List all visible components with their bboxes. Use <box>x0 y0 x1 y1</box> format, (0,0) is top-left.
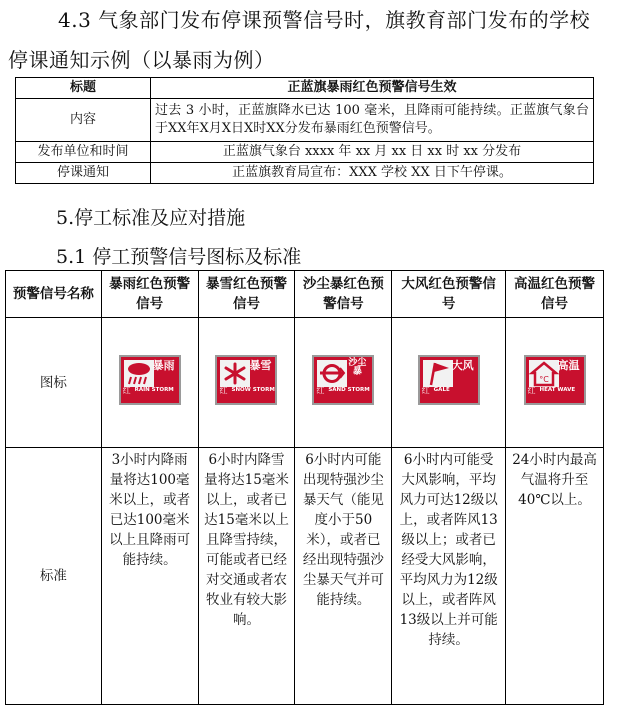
cell-gale-sign <box>392 318 506 448</box>
cell-rainstorm-sign <box>101 318 198 448</box>
rainstorm-sign-color: 红 <box>122 385 131 395</box>
cell-sandstorm-sign <box>295 318 392 448</box>
sandstorm-sign <box>312 355 374 405</box>
snowstorm-sign-en: SNOW STORM <box>231 386 275 393</box>
rainstorm-sign-text: 暴雨 <box>152 358 175 372</box>
icon-row-label: 图标 <box>6 318 102 448</box>
heat-wave-sign-en: HEAT WAVE <box>539 386 576 393</box>
snowstorm-sign <box>215 355 277 405</box>
standard-heat-wave: 24小时内最高气温将升至40℃以上。 <box>506 448 604 705</box>
standard-gale: 6小时内可能受大风影响，平均风力可达12级以上，或者阵风13级以上；或者已经受大风影响，平均风力为12级以上，或者阵风13级以上并可能持续。 <box>392 448 506 705</box>
gale-sign-color: 红 <box>421 385 430 395</box>
notice-closure-label: 停课通知 <box>16 163 151 184</box>
section-heading-5: 5.停工标准及应对措施 <box>56 207 246 229</box>
gale-sign-text: 大风 <box>451 358 474 372</box>
header-gale: 大风红色预警信号 <box>392 271 506 318</box>
notice-content-label: 内容 <box>16 99 151 142</box>
gale-sign-en: GALE <box>433 386 450 393</box>
gale-sign <box>418 355 480 405</box>
standard-snowstorm: 6小时内降雪量将达15毫米以上，或者已达15毫米以上且降雪持续，可能或者已经对交通或者农牧业有较大影响。 <box>198 448 295 705</box>
heat-wave-sign <box>524 355 586 405</box>
cell-snowstorm-sign <box>198 318 295 448</box>
header-snowstorm: 暴雪红色预警信号 <box>198 271 295 318</box>
notice-issuer-value: 正蓝旗气象台 xxxx 年 xx 月 xx 日 xx 时 xx 分发布 <box>151 142 594 163</box>
header-rainstorm: 暴雨红色预警信号 <box>101 271 198 318</box>
cell-heat-wave-sign <box>506 318 604 448</box>
rainstorm-sign-en: RAIN STORM <box>134 386 174 393</box>
header-signal-name: 预警信号名称 <box>6 271 102 318</box>
standard-rainstorm: 3小时内降雨量将达100毫米以上，或者已达100毫米以上且降雨可能持续。 <box>101 448 198 705</box>
sandstorm-sign-color: 红 <box>316 385 325 395</box>
warning-signal-table <box>5 270 604 705</box>
section-heading-5-1: 5.1 停工预警信号图标及标准 <box>56 246 302 268</box>
sandstorm-sign-text: 沙尘暴 <box>348 357 367 377</box>
heat-wave-sign-color: 红 <box>527 385 536 395</box>
header-sandstorm: 沙尘暴红色预警信号 <box>295 271 392 318</box>
notice-title-value: 正蓝旗暴雨红色预警信号生效 <box>151 78 594 99</box>
standard-sandstorm: 6小时内可能出现特强沙尘暴天气（能见度小于50米），或者已经出现特强沙尘暴天气并可能持续。 <box>295 448 392 705</box>
section-heading-4-3-cont: 停课通知示例（以暴雨为例） <box>8 48 275 72</box>
snowstorm-sign-color: 红 <box>219 385 228 395</box>
closure-notice-table <box>15 77 594 184</box>
standard-row-label: 标准 <box>6 448 102 705</box>
notice-content-value: 过去 3 小时，正蓝旗降水已达 100 毫米，且降雨可能持续。正蓝旗气象台于XX年X月X日X时XX分发布暴雨红色预警信号。 <box>151 99 594 142</box>
section-heading-4-3: 4.3 气象部门发布停课预警信号时，旗教育部门发布的学校 <box>58 8 591 32</box>
snowstorm-sign-text: 暴雪 <box>249 358 272 372</box>
heat-wave-sign-text: 高温 <box>557 358 580 372</box>
header-heat-wave: 高温红色预警信号 <box>506 271 604 318</box>
notice-issuer-label: 发布单位和时间 <box>16 142 151 163</box>
svg-text:°C: °C <box>538 374 549 384</box>
notice-title-label: 标题 <box>16 78 151 99</box>
notice-closure-value: 正蓝旗教育局宣布：XXX 学校 XX 日下午停课。 <box>151 163 594 184</box>
sandstorm-sign-en: SAND STORM <box>328 386 370 393</box>
rainstorm-sign <box>119 355 181 405</box>
